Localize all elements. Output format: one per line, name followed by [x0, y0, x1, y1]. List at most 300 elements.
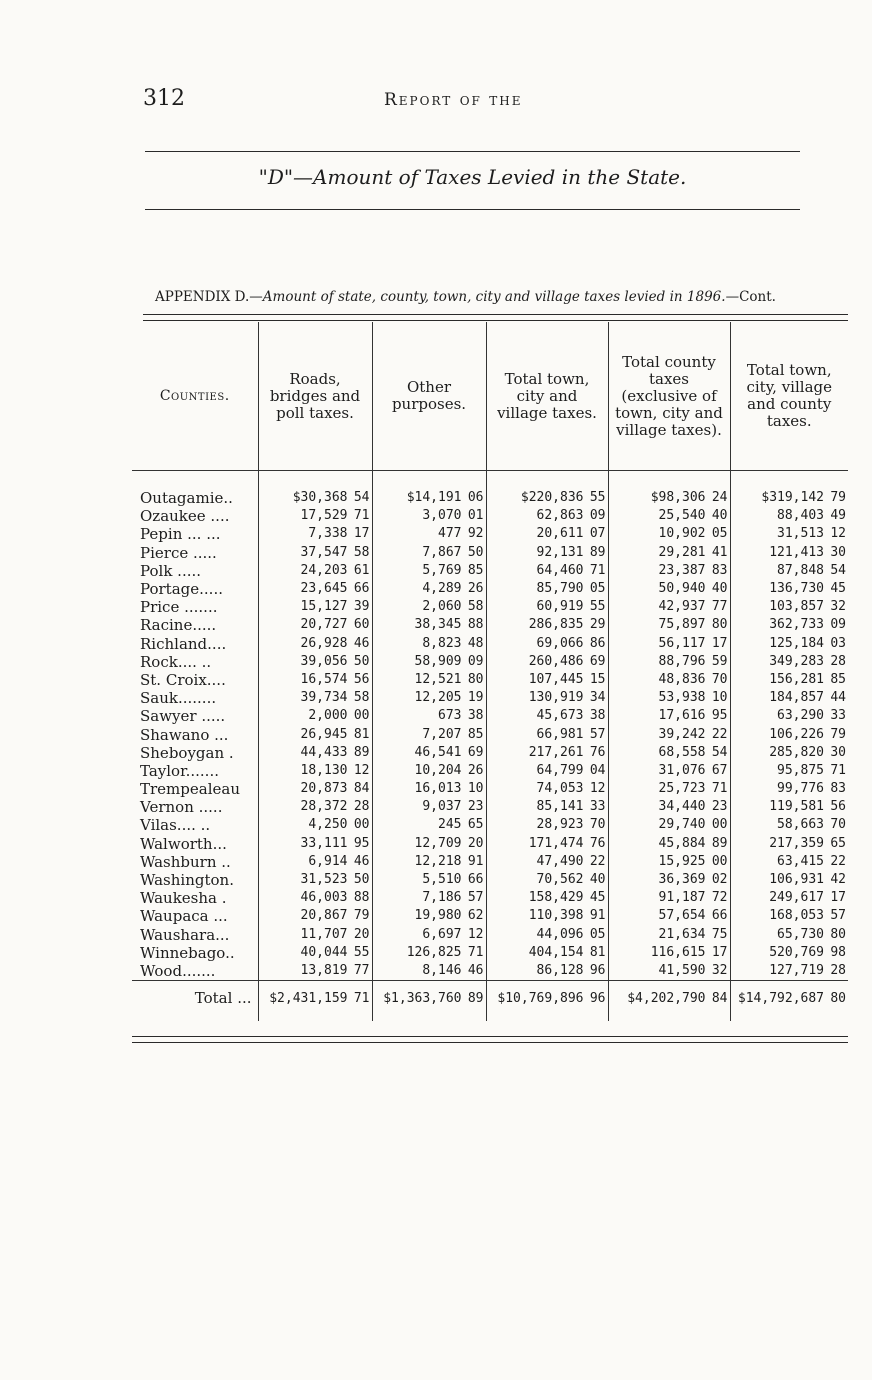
- amount-dollars: $220,836: [520, 490, 584, 506]
- amount-cents: 71: [467, 944, 484, 960]
- total-row: [132, 981, 848, 1022]
- amount-cents: 89: [353, 744, 370, 760]
- amount-cell: [730, 798, 848, 816]
- amount-cents: 65: [467, 817, 484, 833]
- amount-dollars: $30,368: [292, 490, 348, 506]
- amount-cell: [258, 471, 372, 508]
- amount-dollars: 17,616: [658, 708, 706, 724]
- amount-dollars: 58,909: [414, 653, 462, 669]
- amount-cell: [258, 707, 372, 725]
- section-title: "D"—Amount of Taxes Levied in the State.: [258, 165, 687, 189]
- table-row: [132, 853, 848, 871]
- amount-cell: [730, 816, 848, 834]
- total-dollars: $1,363,760: [383, 990, 462, 1006]
- table-row: [132, 580, 848, 598]
- amount-dollars: 28,372: [300, 799, 348, 815]
- amount-cell: [372, 816, 486, 834]
- amount-cents: 50: [353, 653, 370, 669]
- amount-dollars: 23,645: [300, 581, 348, 597]
- amount-cents: 66: [711, 908, 728, 924]
- amount-cell: [608, 816, 730, 834]
- total-cell: [730, 981, 848, 1022]
- table-row: [132, 507, 848, 525]
- county-name: Washington.: [140, 871, 234, 890]
- amount-cents: 65: [830, 835, 846, 851]
- amount-cell: [372, 835, 486, 853]
- amount-dollars: 45,884: [658, 835, 706, 851]
- total-cents: 89: [467, 990, 484, 1006]
- amount-cell: [258, 744, 372, 762]
- amount-cell: [486, 689, 608, 707]
- amount-cents: 23: [467, 799, 484, 815]
- amount-cents: 09: [830, 617, 846, 633]
- amount-cell: [372, 580, 486, 598]
- amount-cell: [730, 653, 848, 671]
- county-name: Walworth...: [140, 834, 227, 853]
- table-row: [132, 780, 848, 798]
- amount-cents: 10: [711, 690, 728, 706]
- amount-dollars: 46,003: [300, 890, 348, 906]
- amount-cell: [608, 707, 730, 725]
- county-name: Racine.....: [140, 616, 217, 635]
- amount-cell: [258, 780, 372, 798]
- amount-dollars: 286,835: [528, 617, 584, 633]
- amount-dollars: 11,707: [300, 926, 348, 942]
- amount-dollars: 40,044: [300, 944, 348, 960]
- total-dollars: $10,769,896: [497, 990, 584, 1006]
- amount-cents: 15: [589, 671, 606, 687]
- amount-cents: 75: [711, 926, 728, 942]
- amount-cell: [608, 744, 730, 762]
- amount-dollars: 106,931: [769, 872, 824, 888]
- table-row: [132, 471, 848, 508]
- amount-dollars: 12,218: [414, 853, 462, 869]
- amount-cents: 48: [467, 635, 484, 651]
- amount-cell: [730, 471, 848, 508]
- amount-cents: 69: [589, 653, 606, 669]
- amount-cents: 79: [353, 908, 370, 924]
- table-row: [132, 926, 848, 944]
- amount-dollars: 107,445: [528, 671, 584, 687]
- amount-cents: 12: [830, 526, 846, 542]
- table-row: [132, 816, 848, 834]
- amount-cell: [372, 762, 486, 780]
- amount-dollars: 106,226: [769, 726, 824, 742]
- amount-cell: [730, 944, 848, 962]
- amount-dollars: 260,486: [528, 653, 584, 669]
- amount-cents: 50: [467, 544, 484, 560]
- table-bottom-rule-2: [132, 1042, 848, 1043]
- amount-dollars: 92,131: [536, 544, 584, 560]
- amount-cell: [608, 944, 730, 962]
- amount-cents: 30: [830, 744, 846, 760]
- county-name: Outagamie..: [140, 489, 233, 508]
- amount-cents: 58: [353, 690, 370, 706]
- amount-cents: 28: [830, 962, 846, 978]
- amount-dollars: 31,076: [658, 762, 706, 778]
- total-cents: 80: [830, 990, 846, 1006]
- table-row: [132, 653, 848, 671]
- amount-cell: [608, 871, 730, 889]
- amount-dollars: 7,338: [308, 526, 348, 542]
- amount-cents: 33: [589, 799, 606, 815]
- table-top-rule-1: [143, 314, 848, 315]
- amount-cell: [486, 653, 608, 671]
- amount-cents: 70: [830, 817, 846, 833]
- county-name: Ozaukee ....: [140, 507, 230, 526]
- amount-cents: 76: [589, 835, 606, 851]
- amount-cell: [258, 616, 372, 634]
- amount-cents: 66: [353, 581, 370, 597]
- amount-cents: 06: [467, 490, 484, 506]
- amount-dollars: 12,521: [414, 671, 462, 687]
- amount-dollars: 39,056: [300, 653, 348, 669]
- title-top-rule: [145, 151, 800, 152]
- amount-dollars: 42,937: [658, 599, 706, 615]
- amount-cell: [608, 926, 730, 944]
- amount-cell: [608, 853, 730, 871]
- amount-cents: 67: [711, 762, 728, 778]
- amount-dollars: 39,242: [658, 726, 706, 742]
- amount-dollars: 184,857: [769, 690, 824, 706]
- table-row: [132, 798, 848, 816]
- amount-cents: 00: [711, 817, 728, 833]
- amount-dollars: 44,096: [536, 926, 584, 942]
- amount-cents: 40: [589, 872, 606, 888]
- county-name: Pierce .....: [140, 543, 217, 562]
- amount-cents: 34: [589, 690, 606, 706]
- amount-cell: [372, 689, 486, 707]
- amount-dollars: 31,523: [300, 872, 348, 888]
- amount-cents: 85: [467, 562, 484, 578]
- amount-cell: [258, 907, 372, 925]
- amount-dollars: 7,186: [422, 890, 462, 906]
- amount-cell: [258, 835, 372, 853]
- amount-cell: [486, 507, 608, 525]
- amount-cell: [372, 671, 486, 689]
- amount-cents: 09: [467, 653, 484, 669]
- amount-dollars: 245: [438, 817, 462, 833]
- amount-dollars: 8,823: [422, 635, 462, 651]
- amount-cents: 88: [467, 617, 484, 633]
- amount-dollars: 33,111: [300, 835, 348, 851]
- amount-dollars: 45,673: [536, 708, 584, 724]
- amount-dollars: 28,923: [536, 817, 584, 833]
- amount-dollars: 12,205: [414, 690, 462, 706]
- amount-cell: [258, 798, 372, 816]
- county-name: Polk .....: [140, 561, 202, 580]
- amount-dollars: 520,769: [769, 944, 824, 960]
- total-cents: 96: [589, 990, 606, 1006]
- amount-cell: [608, 598, 730, 616]
- amount-dollars: 36,369: [658, 872, 706, 888]
- amount-cents: 91: [589, 908, 606, 924]
- amount-dollars: 349,283: [769, 653, 824, 669]
- amount-cents: 02: [711, 872, 728, 888]
- table-bottom-rule-1: [132, 1036, 848, 1037]
- amount-cents: 40: [711, 508, 728, 524]
- amount-cents: 30: [830, 544, 846, 560]
- total-cell: [258, 981, 372, 1022]
- amount-cell: [486, 471, 608, 508]
- amount-cell: [258, 507, 372, 525]
- amount-dollars: 125,184: [769, 635, 824, 651]
- amount-dollars: 5,769: [422, 562, 462, 578]
- amount-cents: 09: [589, 508, 606, 524]
- amount-cell: [372, 544, 486, 562]
- amount-dollars: 75,897: [658, 617, 706, 633]
- table-row: [132, 762, 848, 780]
- amount-dollars: 6,697: [422, 926, 462, 942]
- amount-cents: 24: [711, 490, 728, 506]
- amount-dollars: 85,141: [536, 799, 584, 815]
- total-cents: 71: [353, 990, 370, 1006]
- amount-cell: [372, 853, 486, 871]
- amount-cell: [486, 744, 608, 762]
- amount-dollars: 12,709: [414, 835, 462, 851]
- amount-cell: [486, 889, 608, 907]
- amount-dollars: 2,060: [422, 599, 462, 615]
- amount-cell: [486, 926, 608, 944]
- amount-dollars: 69,066: [536, 635, 584, 651]
- amount-cents: 39: [353, 599, 370, 615]
- amount-cents: 00: [353, 817, 370, 833]
- amount-dollars: 15,127: [300, 599, 348, 615]
- amount-cell: [608, 671, 730, 689]
- amount-dollars: 20,727: [300, 617, 348, 633]
- county-name: Trempealeau: [140, 780, 240, 799]
- amount-cents: 50: [353, 872, 370, 888]
- amount-dollars: 2,000: [308, 708, 348, 724]
- total-dollars: $4,202,790: [627, 990, 706, 1006]
- amount-cell: [486, 944, 608, 962]
- total-dollars: $2,431,159: [269, 990, 348, 1006]
- amount-cell: [608, 725, 730, 743]
- table-row: [132, 744, 848, 762]
- amount-dollars: 66,981: [536, 726, 584, 742]
- amount-dollars: 16,574: [300, 671, 348, 687]
- amount-cell: [486, 816, 608, 834]
- amount-cell: [730, 544, 848, 562]
- amount-dollars: 48,836: [658, 671, 706, 687]
- table-top-rule-2: [143, 320, 848, 321]
- amount-cents: 04: [589, 762, 606, 778]
- county-name: Washburn ..: [140, 852, 231, 871]
- amount-cents: 55: [353, 944, 370, 960]
- amount-cell: [730, 962, 848, 981]
- county-name: Pepin ... ...: [140, 525, 221, 544]
- amount-dollars: 13,819: [300, 962, 348, 978]
- amount-cell: [608, 962, 730, 981]
- amount-dollars: 362,733: [769, 617, 824, 633]
- amount-cents: 10: [467, 781, 484, 797]
- amount-cell: [608, 580, 730, 598]
- amount-dollars: 8,146: [422, 962, 462, 978]
- amount-cell: [486, 525, 608, 543]
- amount-cell: [486, 835, 608, 853]
- amount-dollars: $98,306: [650, 490, 706, 506]
- amount-dollars: 53,938: [658, 690, 706, 706]
- amount-dollars: 86,128: [536, 962, 584, 978]
- amount-cents: 38: [589, 708, 606, 724]
- amount-cents: 79: [830, 726, 846, 742]
- amount-dollars: 63,415: [777, 853, 824, 869]
- total-cell: [486, 981, 608, 1022]
- amount-cents: 54: [830, 562, 846, 578]
- amount-dollars: 477: [438, 526, 462, 542]
- amount-cents: 40: [711, 581, 728, 597]
- amount-dollars: 57,654: [658, 908, 706, 924]
- amount-cell: [372, 653, 486, 671]
- amount-dollars: 20,873: [300, 781, 348, 797]
- table-row: [132, 525, 848, 543]
- amount-dollars: 24,203: [300, 562, 348, 578]
- amount-cell: [730, 671, 848, 689]
- amount-cell: [372, 926, 486, 944]
- amount-cents: 28: [353, 799, 370, 815]
- county-name: Taylor.......: [140, 761, 219, 780]
- amount-dollars: 119,581: [769, 799, 824, 815]
- amount-cell: [258, 962, 372, 981]
- amount-cell: [372, 944, 486, 962]
- amount-cell: [730, 725, 848, 743]
- amount-dollars: 130,919: [528, 690, 584, 706]
- amount-cell: [258, 562, 372, 580]
- amount-cell: [372, 562, 486, 580]
- amount-cents: 03: [830, 635, 846, 651]
- amount-cell: [372, 635, 486, 653]
- table-row: [132, 962, 848, 981]
- amount-dollars: 168,053: [769, 908, 824, 924]
- amount-cents: 83: [711, 562, 728, 578]
- amount-cents: 45: [589, 890, 606, 906]
- amount-cell: [258, 580, 372, 598]
- amount-cell: [608, 616, 730, 634]
- amount-dollars: 25,723: [658, 781, 706, 797]
- amount-cents: 79: [830, 490, 846, 506]
- total-cents: 84: [711, 990, 728, 1006]
- amount-dollars: 15,925: [658, 853, 706, 869]
- amount-dollars: 20,867: [300, 908, 348, 924]
- table-row: [132, 671, 848, 689]
- amount-dollars: 10,902: [658, 526, 706, 542]
- amount-cents: 07: [589, 526, 606, 542]
- amount-dollars: 136,730: [769, 581, 824, 597]
- amount-cell: [730, 635, 848, 653]
- amount-dollars: 88,403: [777, 508, 824, 524]
- amount-dollars: 60,919: [536, 599, 584, 615]
- county-name: Vilas.... ..: [140, 816, 211, 835]
- caption-italic: Amount of state, county, town, city and village taxes levied in 1896.: [262, 289, 726, 305]
- amount-cell: [258, 525, 372, 543]
- amount-dollars: 74,053: [536, 781, 584, 797]
- amount-dollars: 673: [438, 708, 462, 724]
- table-row: [132, 889, 848, 907]
- amount-cents: 76: [589, 744, 606, 760]
- amount-cents: 00: [353, 708, 370, 724]
- amount-dollars: 25,540: [658, 508, 706, 524]
- amount-cents: 20: [467, 835, 484, 851]
- amount-cents: 57: [589, 726, 606, 742]
- amount-cents: 54: [353, 490, 370, 506]
- amount-dollars: 50,940: [658, 581, 706, 597]
- amount-cents: 81: [353, 726, 370, 742]
- amount-cents: 85: [467, 726, 484, 742]
- amount-cell: [608, 471, 730, 508]
- amount-cents: 12: [353, 762, 370, 778]
- amount-cents: 96: [589, 962, 606, 978]
- amount-cents: 56: [353, 671, 370, 687]
- amount-dollars: 68,558: [658, 744, 706, 760]
- amount-cell: [730, 580, 848, 598]
- amount-dollars: 62,863: [536, 508, 584, 524]
- amount-cents: 46: [353, 635, 370, 651]
- amount-dollars: 38,345: [414, 617, 462, 633]
- amount-cents: 70: [711, 671, 728, 687]
- county-name: Wood.......: [140, 961, 216, 980]
- table-row: [132, 544, 848, 562]
- amount-cents: 89: [711, 835, 728, 851]
- total-cell: [372, 981, 486, 1022]
- amount-dollars: 217,261: [528, 744, 584, 760]
- amount-dollars: 217,359: [769, 835, 824, 851]
- amount-cents: 19: [467, 690, 484, 706]
- amount-dollars: 156,281: [769, 671, 824, 687]
- amount-cell: [730, 889, 848, 907]
- amount-dollars: 103,857: [769, 599, 824, 615]
- amount-cents: 71: [711, 781, 728, 797]
- amount-cell: [486, 853, 608, 871]
- amount-cell: [730, 762, 848, 780]
- amount-cents: 56: [830, 799, 846, 815]
- amount-cell: [730, 598, 848, 616]
- amount-dollars: 58,663: [777, 817, 824, 833]
- amount-cents: 81: [589, 944, 606, 960]
- amount-cents: 12: [589, 781, 606, 797]
- amount-cell: [372, 962, 486, 981]
- amount-cents: 88: [353, 890, 370, 906]
- amount-cell: [372, 780, 486, 798]
- amount-cell: [608, 653, 730, 671]
- amount-dollars: 5,510: [422, 872, 462, 888]
- county-name: Sheboygan .: [140, 743, 234, 762]
- amount-cell: [730, 507, 848, 525]
- amount-dollars: 64,799: [536, 762, 584, 778]
- amount-cents: 80: [467, 671, 484, 687]
- amount-dollars: 26,945: [300, 726, 348, 742]
- amount-dollars: 39,734: [300, 690, 348, 706]
- amount-cents: 62: [467, 908, 484, 924]
- amount-cell: [608, 798, 730, 816]
- amount-cell: [372, 525, 486, 543]
- amount-dollars: 116,615: [650, 944, 706, 960]
- amount-cell: [730, 835, 848, 853]
- amount-cents: 98: [830, 944, 846, 960]
- amount-cell: [730, 707, 848, 725]
- amount-cell: [372, 889, 486, 907]
- amount-cents: 72: [711, 890, 728, 906]
- amount-dollars: 41,590: [658, 962, 706, 978]
- amount-cell: [258, 944, 372, 962]
- amount-cents: 55: [589, 490, 606, 506]
- amount-dollars: 158,429: [528, 890, 584, 906]
- table-row: [132, 835, 848, 853]
- amount-cell: [372, 907, 486, 925]
- amount-dollars: 91,187: [658, 890, 706, 906]
- amount-cell: [486, 562, 608, 580]
- amount-cents: 05: [711, 526, 728, 542]
- amount-cents: 71: [589, 562, 606, 578]
